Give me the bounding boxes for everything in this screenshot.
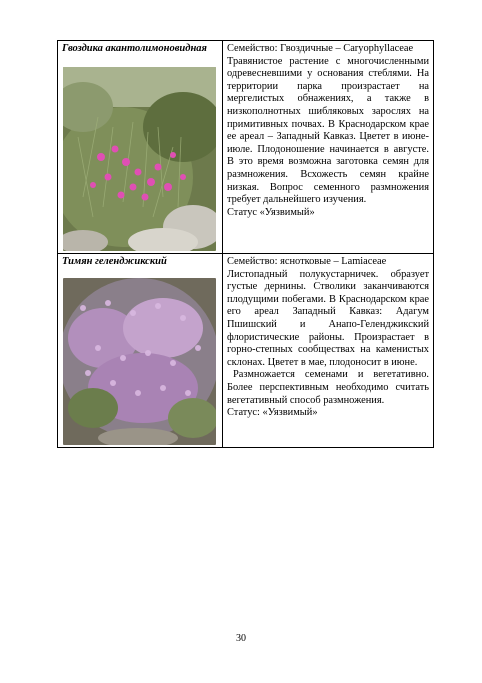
- species-cell: [58, 254, 223, 448]
- family-text: Семейство: Гвоздичные – Caryophyllaceae: [227, 43, 414, 54]
- description-text: Травянистое растение с многочисленными одревесневшими у основания стеблями. На территории парка произрастает на мергелистых обнажениях, а также в низкополнотных шибляковых зарослях на примитивных почвах. В Краснодарском крае ее ареал – Западный Кавказ. Цветет в июне-июле. Плодоношение начинается в августе. В это время возможна заготовка семян для размножения. Всхожесть семян крайне низкая. Вопрос семенного размножения требует дальнейшего изучения.: [227, 55, 429, 206]
- table-row: [58, 41, 434, 254]
- species-cell: [58, 41, 223, 254]
- species-name: Гвоздика акантолимоновидная: [62, 43, 207, 54]
- species-table: [57, 40, 434, 448]
- page-number: 30: [236, 633, 246, 644]
- thymus-photo: [63, 278, 216, 445]
- table-row: [58, 254, 434, 448]
- dianthus-photo: [63, 67, 216, 251]
- status-text: Статус «Уязвимый»: [227, 206, 315, 218]
- species-description-cell: [223, 41, 434, 254]
- description-text: Листопадный полукустарничек. образует густые дернины. Стволики заканчиваются плодущими побегами. В Краснодарском крае его ареал Западный Кавказ: Адагум Пшишский и Анапо-Геленджикский флористические районы. Произрастает в горно-степных сообществах на каменистых склонах. Цветет в мае, плодоносит в июне.: [227, 268, 429, 368]
- species-description-cell: [223, 254, 434, 448]
- family-text: Семейство: яснотковые – Lamiaceae: [227, 256, 387, 267]
- status-text: Статус: «Уязвимый»: [227, 407, 318, 419]
- propagation-text: Размножается семенами и вегетативно. Более перспективным необходимо считать вегетативный способ размножения.: [227, 369, 429, 406]
- species-name: Тимян геленджикский: [62, 256, 167, 267]
